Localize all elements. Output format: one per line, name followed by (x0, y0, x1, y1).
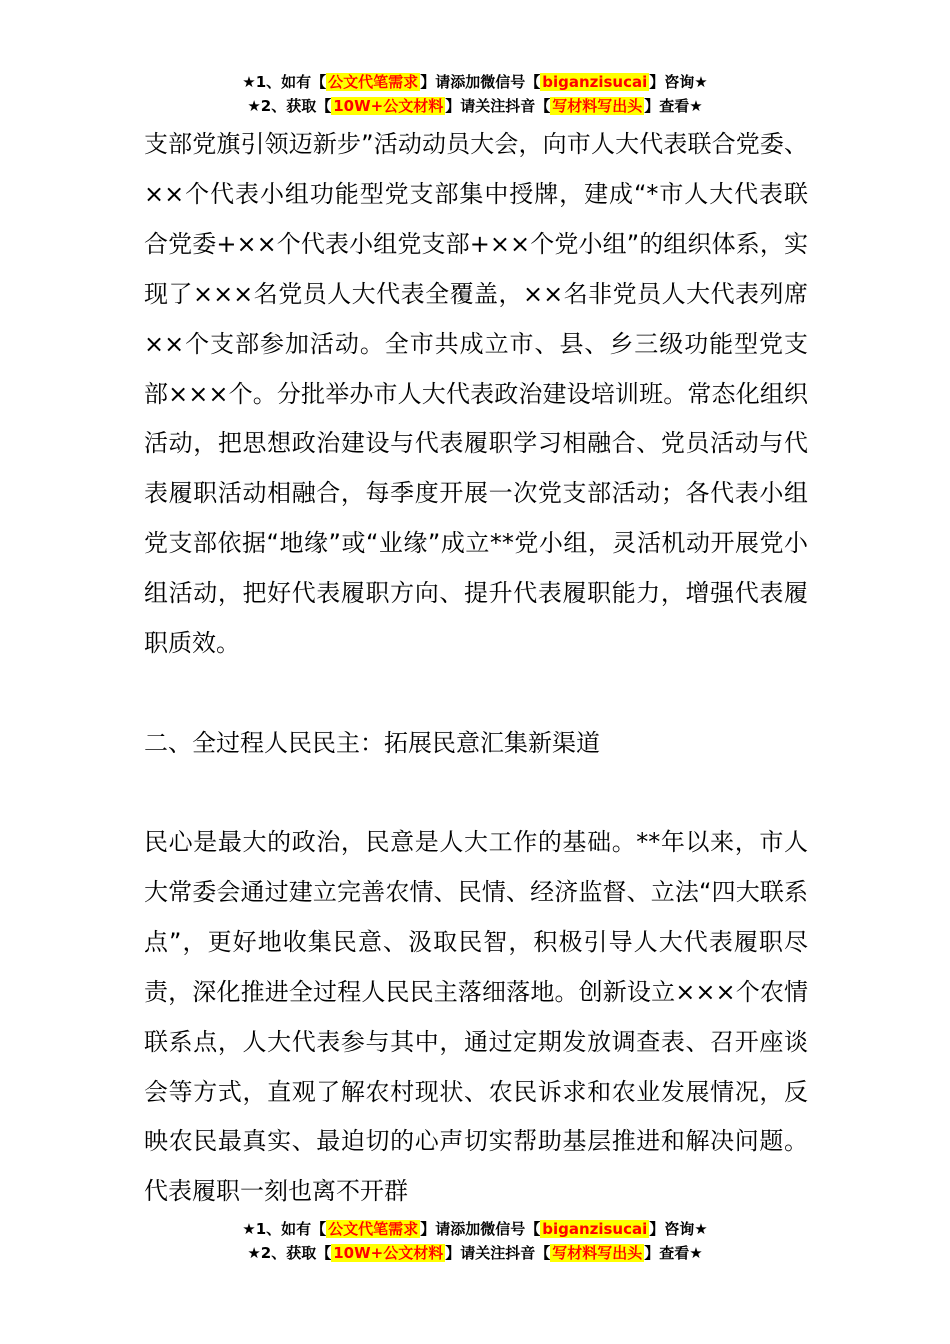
footer-highlight-wechat-id: biganzisucai (542, 1220, 648, 1238)
banner-highlight-wechat-id: biganzisucai (542, 73, 648, 91)
banner-line-2-prefix: 2、获取【 (260, 97, 332, 115)
footer-banner (0, 1217, 950, 1265)
star-icon: ★ (247, 1244, 261, 1262)
footer-line-2-suffix: 】查看★ (644, 1244, 703, 1262)
paragraph-1: 支部党旗引领迈新步”活动动员大会，向市人大代表联合党委、××个代表小组功能型党支部集中授牌，建成“*市人大代表联合党委+××个代表小组党支部+××个党小组”的组织体系，实现了×××名党员人大代表全覆盖，××名非党员人大代表列席××个支部参加活动。全市共成立市、县、乡三级功能型党支部×××个。分批举办市人大代表政治建设培训班。常态化组织活动，把思想政治建设与代表履职学习相融合、党员活动与代表履职活动相融合，每季度开展一次党支部活动；各代表小组党支部依据“地缘”或“业缘”成立**党小组，灵活机动开展党小组活动，把好代表履职方向、提升代表履职能力，增强代表履职质效。 (144, 130, 808, 658)
star-icon: ★ (247, 97, 261, 115)
header-banner (0, 70, 950, 118)
footer-line-1-middle: 】请添加微信号【 (420, 1220, 541, 1238)
banner-highlight-writing-service: 公文代笔需求 (328, 73, 419, 91)
footer-highlight-douyin-account: 写材料写出头 (552, 1244, 643, 1262)
banner-line-1 (0, 70, 950, 94)
banner-line-2-middle: 】请关注抖音【 (445, 97, 551, 115)
banner-line-1-suffix: 】咨询★ (649, 73, 708, 91)
banner-line-2-suffix: 】查看★ (644, 97, 703, 115)
banner-highlight-materials: 10W+公文材料 (333, 97, 444, 115)
banner-line-2 (0, 94, 950, 118)
body-section-2 (144, 818, 808, 1217)
banner-line-1-middle: 】请添加微信号【 (420, 73, 541, 91)
section-heading-2: 二、全过程人民民主：拓展民意汇集新渠道 (144, 729, 600, 757)
body-section-1 (144, 120, 808, 669)
star-icon: ★ (242, 73, 256, 91)
footer-highlight-materials: 10W+公文材料 (333, 1244, 444, 1262)
footer-banner-line-1 (0, 1217, 950, 1241)
footer-line-1-suffix: 】咨询★ (649, 1220, 708, 1238)
banner-line-1-prefix: 1、如有【 (255, 73, 327, 91)
footer-line-2-prefix: 2、获取【 (260, 1244, 332, 1262)
footer-line-1-prefix: 1、如有【 (255, 1220, 327, 1238)
paragraph-2: 民心是最大的政治，民意是人大工作的基础。**年以来，市人大常委会通过建立完善农情、民情、经济监督、立法“四大联系点”，更好地收集民意、汲取民智，积极引导人大代表履职尽责，深化推进全过程人民民主落细落地。创新设立×××个农情联系点，人大代表参与其中，通过定期发放调查表、召开座谈会等方式，直观了解农村现状、农民诉求和农业发展情况，反映农民最真实、最迫切的心声切实帮助基层推进和解决问题。代表履职一刻也离不开群 (144, 828, 808, 1206)
footer-banner-line-2 (0, 1241, 950, 1265)
banner-highlight-douyin-account: 写材料写出头 (552, 97, 643, 115)
star-icon: ★ (242, 1220, 256, 1238)
footer-line-2-middle: 】请关注抖音【 (445, 1244, 551, 1262)
footer-highlight-writing-service: 公文代笔需求 (328, 1220, 419, 1238)
section-heading-container (144, 718, 808, 768)
